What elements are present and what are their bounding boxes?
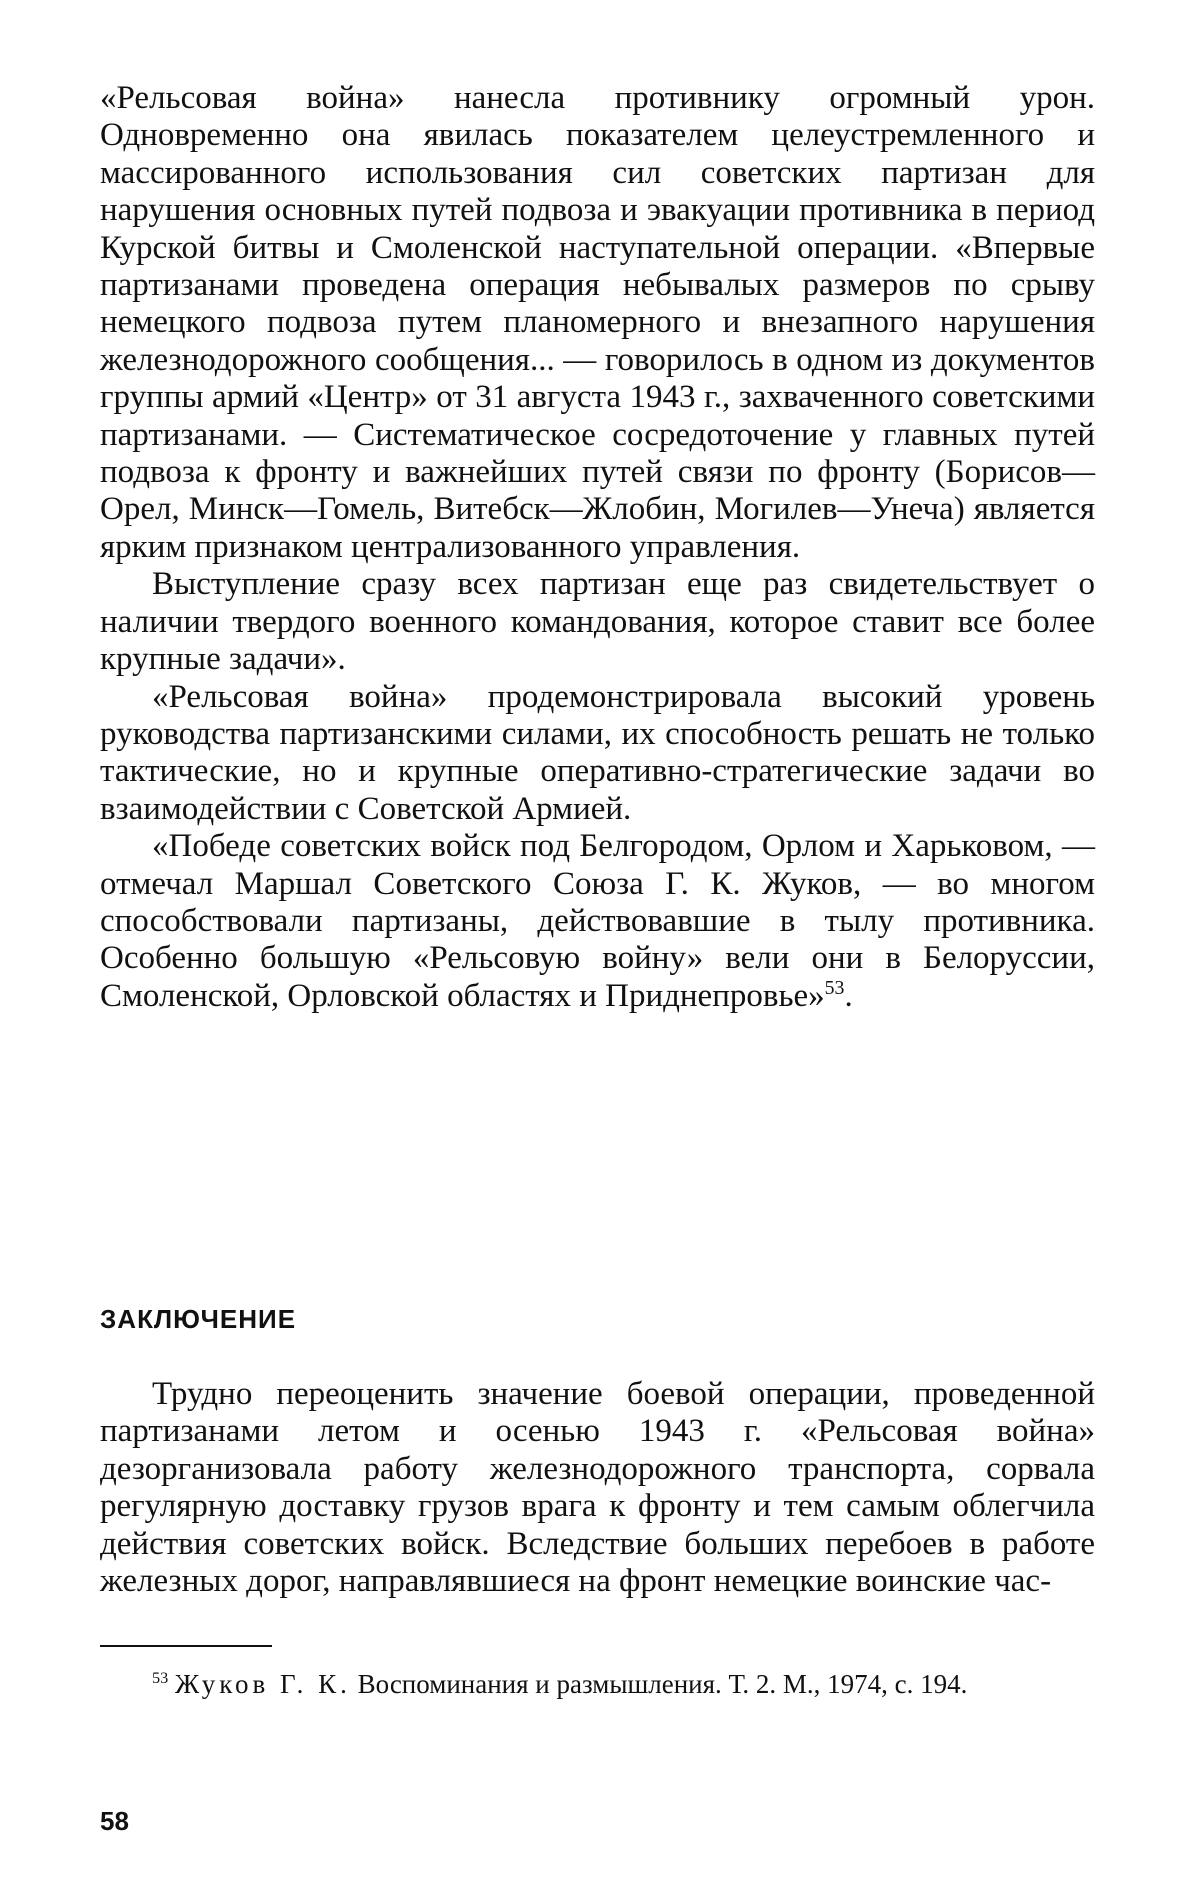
section-heading: ЗАКЛЮЧЕНИЕ	[100, 1304, 297, 1334]
conclusion-text	[100, 1376, 1095, 1600]
footnote-reference: 53	[824, 976, 845, 999]
footnote	[100, 1667, 1095, 1702]
footnote-author: Жуков Г. К.	[174, 1669, 351, 1699]
sentence-end: .	[844, 977, 853, 1014]
footnote-marker: 53	[152, 1669, 169, 1687]
footnote-text: Воспоминания и размышления. Т. 2. М., 1974, с. 194.	[357, 1669, 968, 1699]
paragraph	[100, 828, 1095, 1015]
paragraph: «Рельсовая война» нанесла противнику огромный урон. Одновременно она явилась показателем целеустремленного и массированного использования сил советских партизан для нарушения основных путей подвоза и эвакуации противника в период Курской битвы и Смоленской наступательной операции. «Впервые партизанами проведена операция небывалых размеров по срыву немецкого подвоза путем планомерного и внезапного нарушения железнодорожного сообщения... — говорилось в одном из документов группы армий «Центр» от 31 августа 1943 г., захваченного советскими партизанами. — Систематическое сосредоточение у главных путей подвоза к фронту и важнейших путей связи по фронту (Борисов—Орел, Минск—Гомель, Витебск—Жлобин, Могилев—Унеча) является ярким признаком централизованного управления.	[100, 80, 1095, 565]
footnote-divider	[100, 1645, 272, 1647]
quote-text: «Победе советских войск под Белгородом, Орлом и Харьковом, — отмечал Маршал Советского Союза Г. К. Жуков, — во многом способствовали партизаны, действовавшие в тылу противника. Особенно большую «Рельсовую войну» вели они в Белоруссии, Смоленской, Орловской областях и Приднепровье»	[100, 828, 1095, 1014]
paragraph: Трудно переоценить значение боевой операции, проведенной партизанами летом и осенью 1943 г. «Рельсовая война» дезорганизовала работу железнодорожного транспорта, сорвала регулярную доставку грузов врага к фронту и тем самым облегчила действия советских войск. Вследствие больших перебоев в работе железных дорог, направлявшиеся на фронт немецкие воинские час-	[100, 1376, 1095, 1600]
paragraph: «Рельсовая война» продемонстрировала высокий уровень руководства партизанскими силами, их способность решать не только тактические, но и крупные оперативно-стратегические задачи во взаимодействии с Советской Армией.	[100, 678, 1095, 827]
main-text	[100, 80, 1095, 1015]
page-number: 58	[100, 1806, 129, 1836]
paragraph: Выступление сразу всех партизан еще раз свидетельствует о наличии твердого военного командования, которое ставит все более крупные задачи».	[100, 566, 1095, 678]
